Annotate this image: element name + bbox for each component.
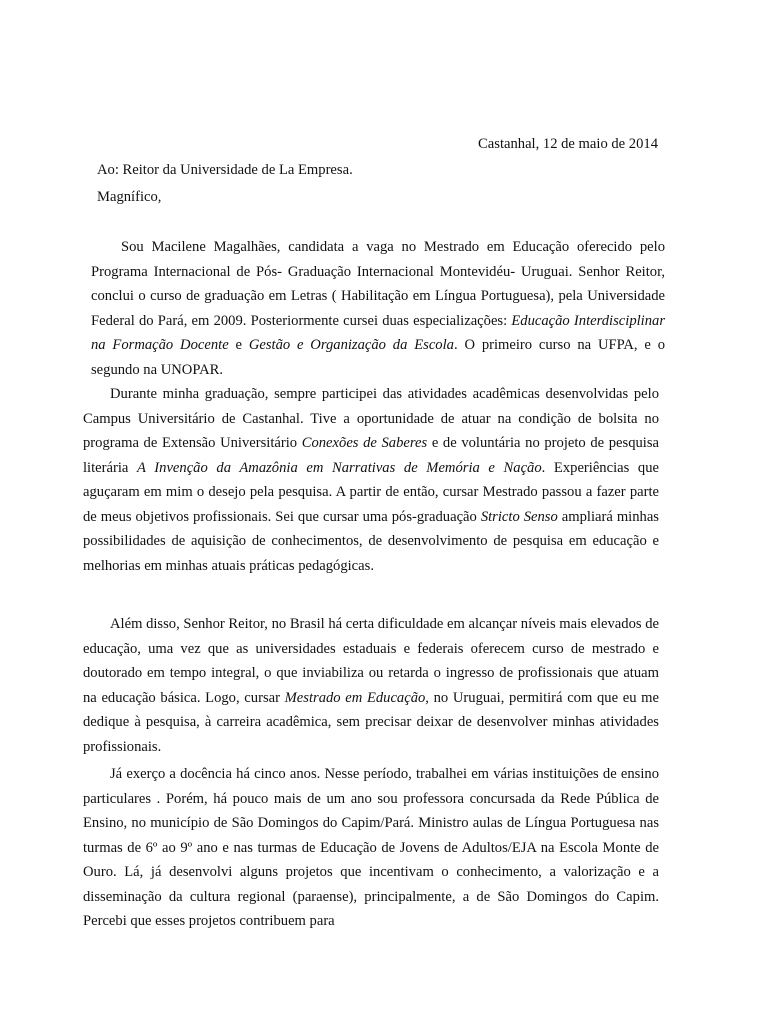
- paragraph-introduction: [91, 235, 665, 382]
- letter-recipient: Ao: Reitor da Universidade de La Empresa.: [97, 162, 353, 178]
- paragraph-text: Sou Macilene Magalhães, candidata a vaga no Mestrado em Educação oferecido pelo Programa Internacional de Pós- Graduação Internacional Montevidéu- Uruguai. Senhor Reitor, conclui o curso de graduação em Letras ( Habilitação em Língua Portuguesa), pela Universidade Federal do Pará, em 2009. Posteriormente cursei duas especializações:: [91, 239, 665, 329]
- italic-term: Stricto Senso: [480, 508, 558, 525]
- paragraph-text: ampliará minhas possibilidades de aquisição de conhecimentos, de desenvolvimento de pesquisa em educação e melhorias em minhas atuais práticas pedagógicas.: [83, 508, 659, 574]
- letter-dateline: Castanhal, 12 de maio de 2014: [478, 136, 658, 152]
- paragraph-text: . Experiências que aguçaram em mim o desejo pela pesquisa. A partir de então, cursar Mestrado passou a fazer parte de meus objetivos profissionais. Sei que cursar uma pós-graduação: [83, 459, 659, 525]
- letter-salutation: Magnífico,: [97, 189, 162, 205]
- italic-course-title: Educação Interdisciplinar na Formação Docente: [91, 312, 665, 353]
- paragraph-text: e de voluntária no projeto de pesquisa literária: [83, 435, 660, 476]
- paragraph-text: Além disso, Senhor Reitor, no Brasil há certa dificuldade em alcançar níveis mais elevados de educação, uma vez que as universidades estaduais e federais oferecem curso de mestrado e doutorado em tempo integral, o que inviabiliza ou retarda o ingresso de profissionais que atuam na educação básica. Logo, cursar: [83, 616, 659, 706]
- paragraph-text: Durante minha graduação, sempre participei das atividades acadêmicas desenvolvidas pelo Campus Universitário de Castanhal. Tive a oportunidade de atuar na condição de bolsita no programa de Extensão Universitário: [83, 386, 659, 451]
- paragraph-text: . O primeiro curso na UFPA, e o segundo na UNOPAR.: [91, 337, 666, 378]
- paragraph-experience: [83, 762, 659, 934]
- paragraph-text: e: [228, 337, 249, 353]
- italic-program-name: Mestrado em Educação,: [284, 689, 429, 706]
- italic-course-title: Gestão e Organização da Escola: [248, 337, 454, 353]
- italic-program-name: Conexões de Saberes: [301, 435, 428, 451]
- italic-project-title: A Invenção da Amazônia em Narrativas de Memória e Nação: [137, 459, 542, 476]
- paragraph-text: no Uruguai, permitirá com que eu me dedique à pesquisa, à carreira acadêmica, sem precisar deixar de desenvolver minhas atividades profissionais.: [83, 689, 660, 755]
- paragraph-text: Já exerço a docência há cinco anos. Nesse período, trabalhei em várias instituições de ensino particulares . Porém, há pouco mais de um ano sou professora concursada da Rede Pública de Ensino, no município de São Domingos do Capim/Pará. Ministro aulas de Língua Portuguesa nas turmas de 6º ao 9º ano e nas turmas de Educação de Jovens de Adultos/EJA na Escola Monte de Ouro. Lá, já desenvolvi alguns projetos que incentivam o conhecimento, a valorização e a disseminação da cultura regional (paraense), principalmente, a de São Domingos do Capim. Percebi que esses projetos contribuem para: [83, 766, 659, 929]
- paragraph-motivation: [83, 612, 659, 759]
- paragraph-graduation: [83, 382, 659, 578]
